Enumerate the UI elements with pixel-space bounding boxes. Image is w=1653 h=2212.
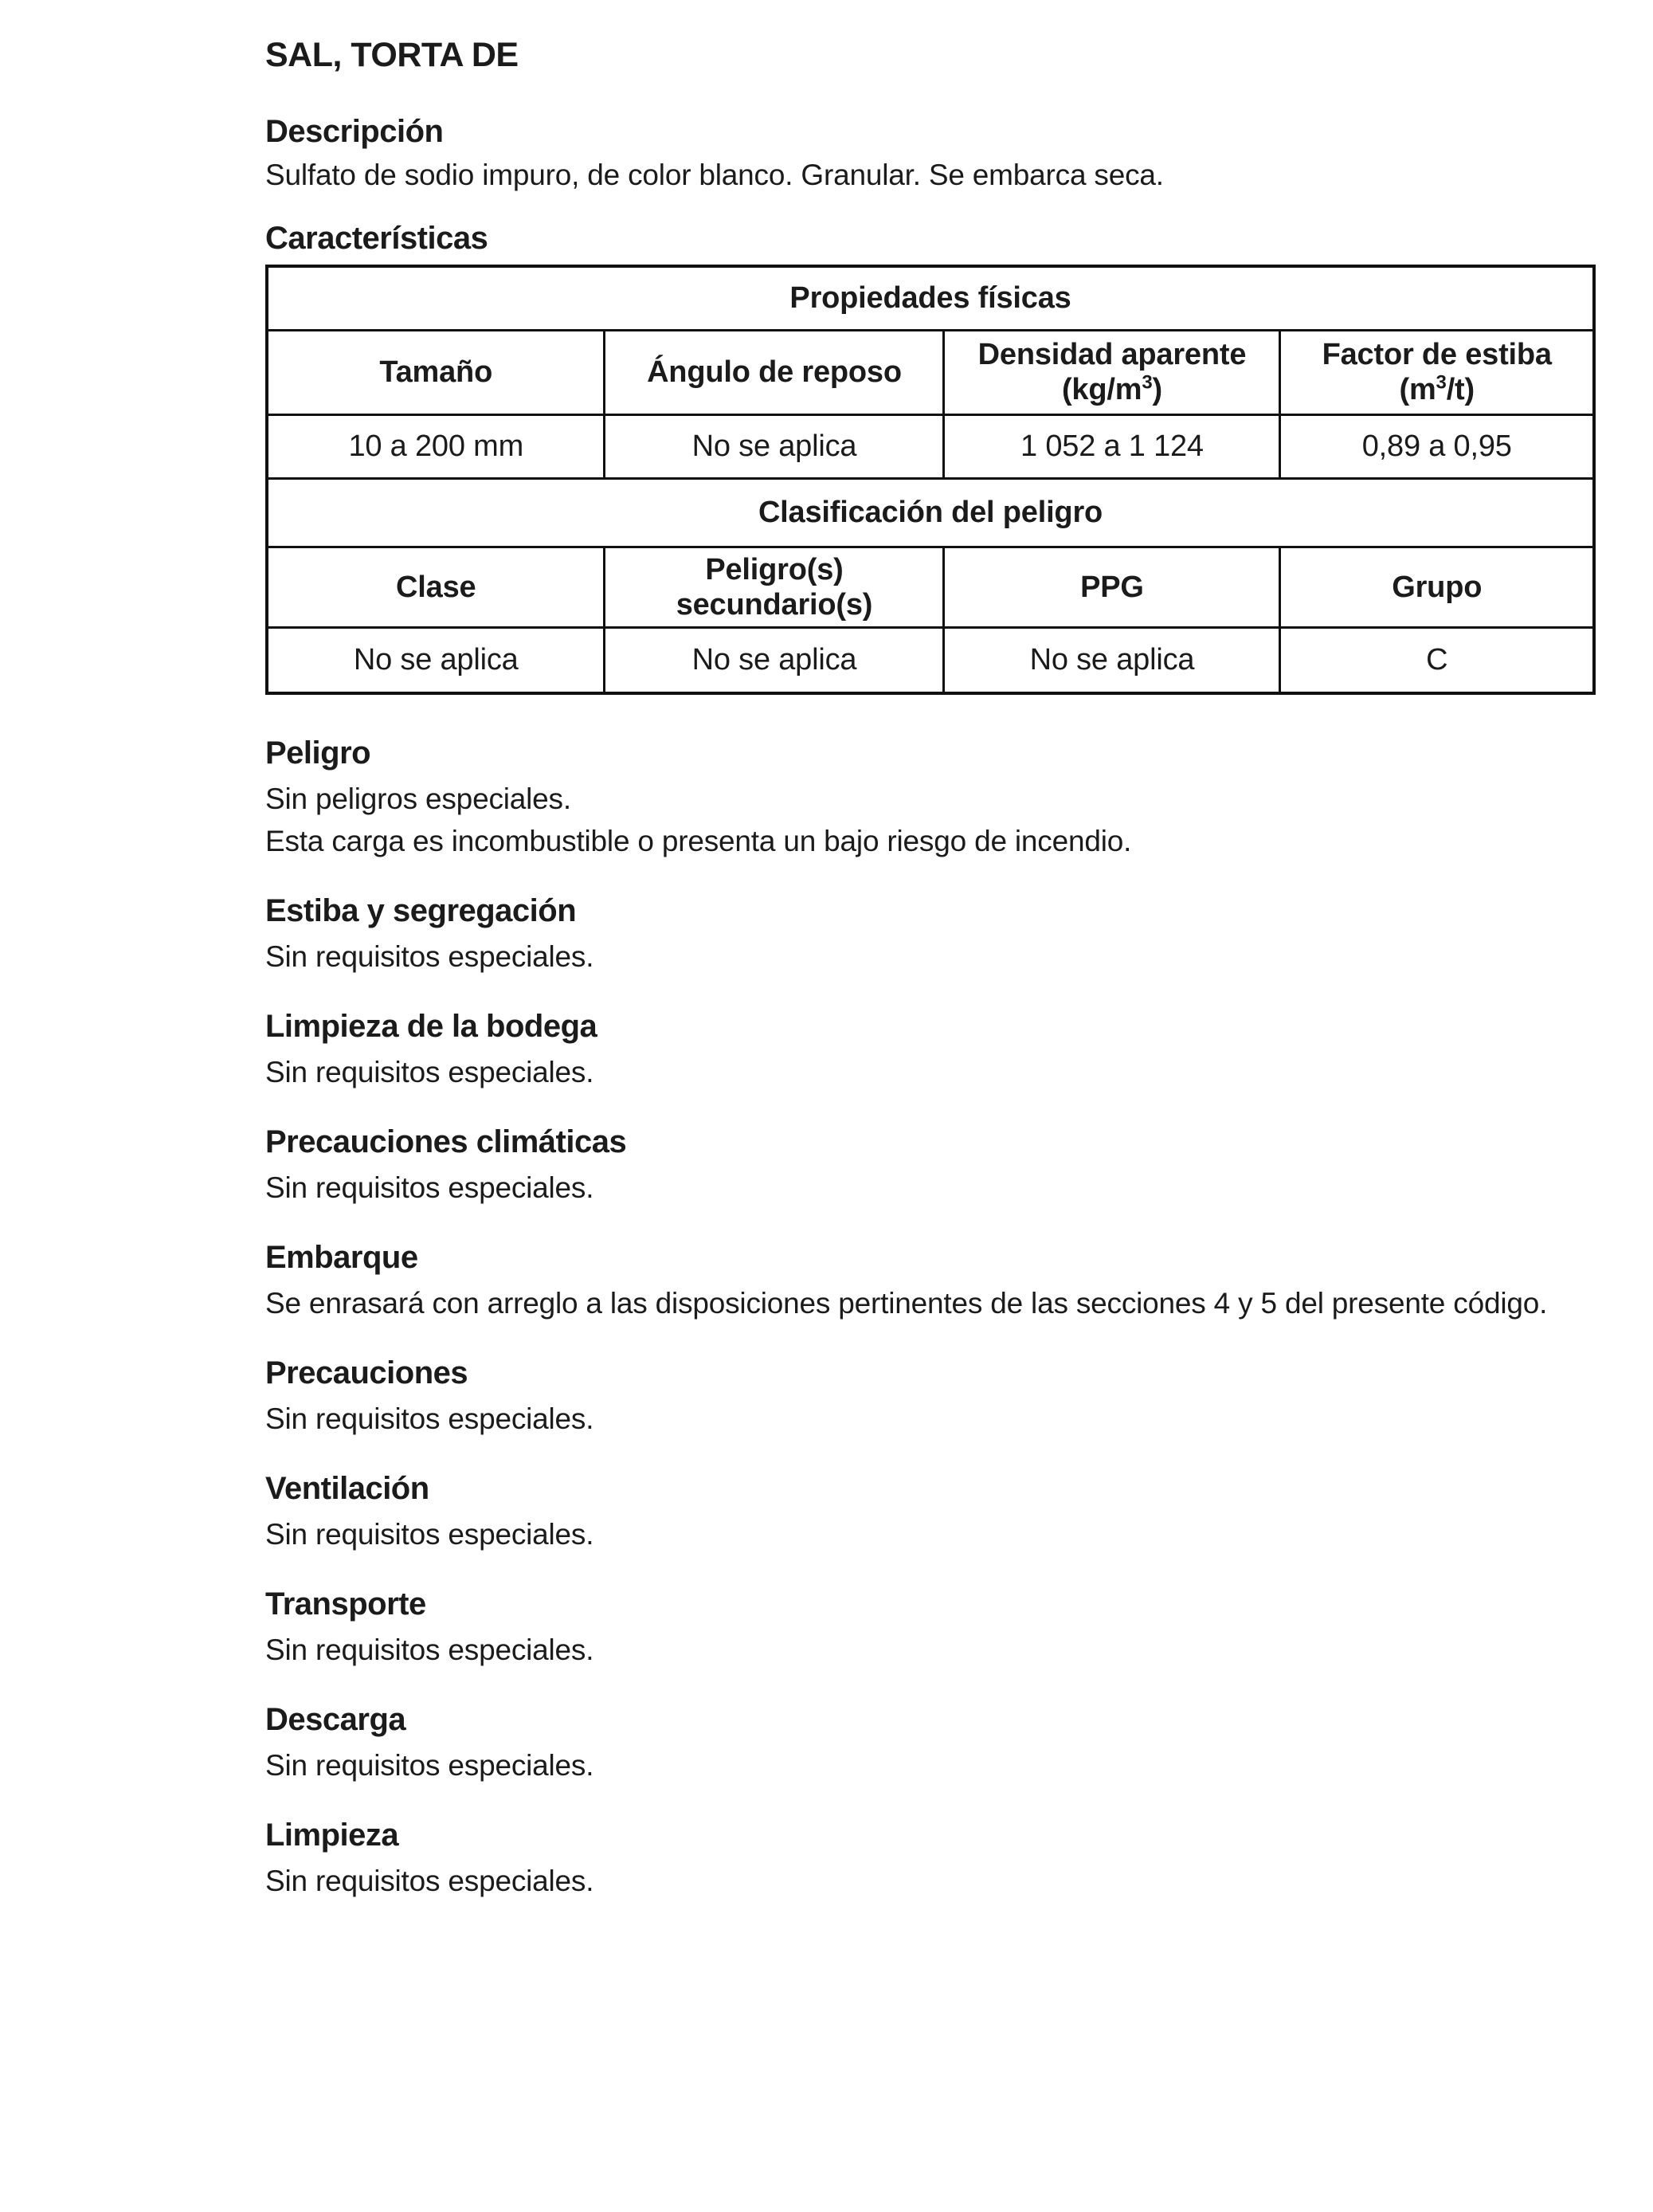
physical-properties-header: Propiedades físicas [267, 266, 1594, 330]
section-estiba-heading: Estiba y segregación [265, 893, 577, 928]
hazard-classification-header: Clasificación del peligro [267, 478, 1594, 547]
col-header-angulo-de-reposo: Ángulo de reposo [605, 330, 944, 414]
col-header-densidad-unit: $(kg/m^3)$ [1061, 371, 1162, 406]
section-transporte [265, 1584, 1596, 1671]
description-heading: Descripción [265, 114, 444, 149]
section-transporte-heading: Transporte [265, 1586, 426, 1622]
description-body: Sulfato de sodio impuro, de color blanco. Granular. Se embarca seca. [265, 159, 1164, 191]
section-precauciones-line: Sin requisitos especiales. [265, 1402, 594, 1435]
section-descarga-heading: Descarga [265, 1702, 406, 1737]
page-content [265, 35, 1596, 1902]
col-header-clase: Clase [267, 547, 605, 627]
hazard-classification-header-row [267, 478, 1594, 547]
physical-properties-header-row [267, 266, 1594, 330]
hazard-columns-header-row [267, 547, 1594, 627]
section-precauciones-heading: Precauciones [265, 1355, 468, 1390]
section-ventilacion-line: Sin requisitos especiales. [265, 1518, 594, 1551]
col-header-tamano: Tamaño [267, 330, 605, 414]
section-limpieza-bodega-heading: Limpieza de la bodega [265, 1009, 597, 1044]
cargo-title: SAL, TORTA DE [265, 36, 519, 74]
hazard-values-row [267, 627, 1594, 693]
physical-values-row [267, 414, 1594, 478]
section-embarque [265, 1237, 1596, 1324]
section-estiba-line: Sin requisitos especiales. [265, 940, 594, 973]
col-header-densidad-label: Densidad aparente [977, 338, 1247, 371]
value-factor-de-estiba: 0,89 a 0,95 [1280, 414, 1594, 478]
characteristics-table [265, 265, 1596, 695]
characteristics-table-wrapper [265, 265, 1596, 695]
section-descarga-line: Sin requisitos especiales. [265, 1749, 594, 1782]
value-peligros-secundarios: No se aplica [605, 627, 944, 693]
col-header-grupo: Grupo [1280, 547, 1594, 627]
col-header-peligros-secundarios: Peligro(s) secundario(s) [605, 547, 944, 627]
value-clase: No se aplica [267, 627, 605, 693]
physical-columns-header-row [267, 330, 1594, 414]
section-peligro [265, 733, 1596, 862]
section-ventilacion [265, 1469, 1596, 1555]
characteristics-heading: Características [265, 221, 488, 256]
section-peligro-heading: Peligro [265, 735, 371, 771]
col-header-factor-label: Factor de estiba [1322, 338, 1552, 371]
section-embarque-line: Se enrasará con arreglo a las disposiciones pertinentes de las secciones 4 y 5 del presente código. [265, 1287, 1548, 1320]
section-estiba-y-segregacion [265, 891, 1596, 978]
section-ventilacion-heading: Ventilación [265, 1471, 429, 1506]
section-limpieza-heading: Limpieza [265, 1818, 399, 1853]
section-precauciones-climaticas-line: Sin requisitos especiales. [265, 1171, 594, 1204]
col-header-ppg: PPG [944, 547, 1280, 627]
section-transporte-line: Sin requisitos especiales. [265, 1634, 594, 1666]
section-limpieza-de-la-bodega [265, 1006, 1596, 1093]
col-header-factor-unit: $(m^3/t)$ [1399, 371, 1475, 406]
value-densidad-aparente: 1 052 a 1 124 [944, 414, 1280, 478]
col-header-factor-de-estiba [1280, 330, 1594, 414]
col-header-densidad-aparente [944, 330, 1280, 414]
section-limpieza-bodega-line: Sin requisitos especiales. [265, 1056, 594, 1088]
value-grupo: C [1280, 627, 1594, 693]
section-peligro-line: Sin peligros especiales. [265, 782, 571, 815]
section-precauciones-climaticas [265, 1122, 1596, 1209]
value-ppg: No se aplica [944, 627, 1280, 693]
section-limpieza [265, 1815, 1596, 1902]
section-precauciones-climaticas-heading: Precauciones climáticas [265, 1124, 627, 1159]
section-embarque-heading: Embarque [265, 1240, 418, 1275]
section-descarga [265, 1700, 1596, 1786]
value-tamano: 10 a 200 mm [267, 414, 605, 478]
section-peligro-line: Esta carga es incombustible o presenta un bajo riesgo de incendio. [265, 825, 1132, 857]
value-angulo-de-reposo: No se aplica [605, 414, 944, 478]
section-limpieza-line: Sin requisitos especiales. [265, 1865, 594, 1897]
section-precauciones [265, 1353, 1596, 1440]
